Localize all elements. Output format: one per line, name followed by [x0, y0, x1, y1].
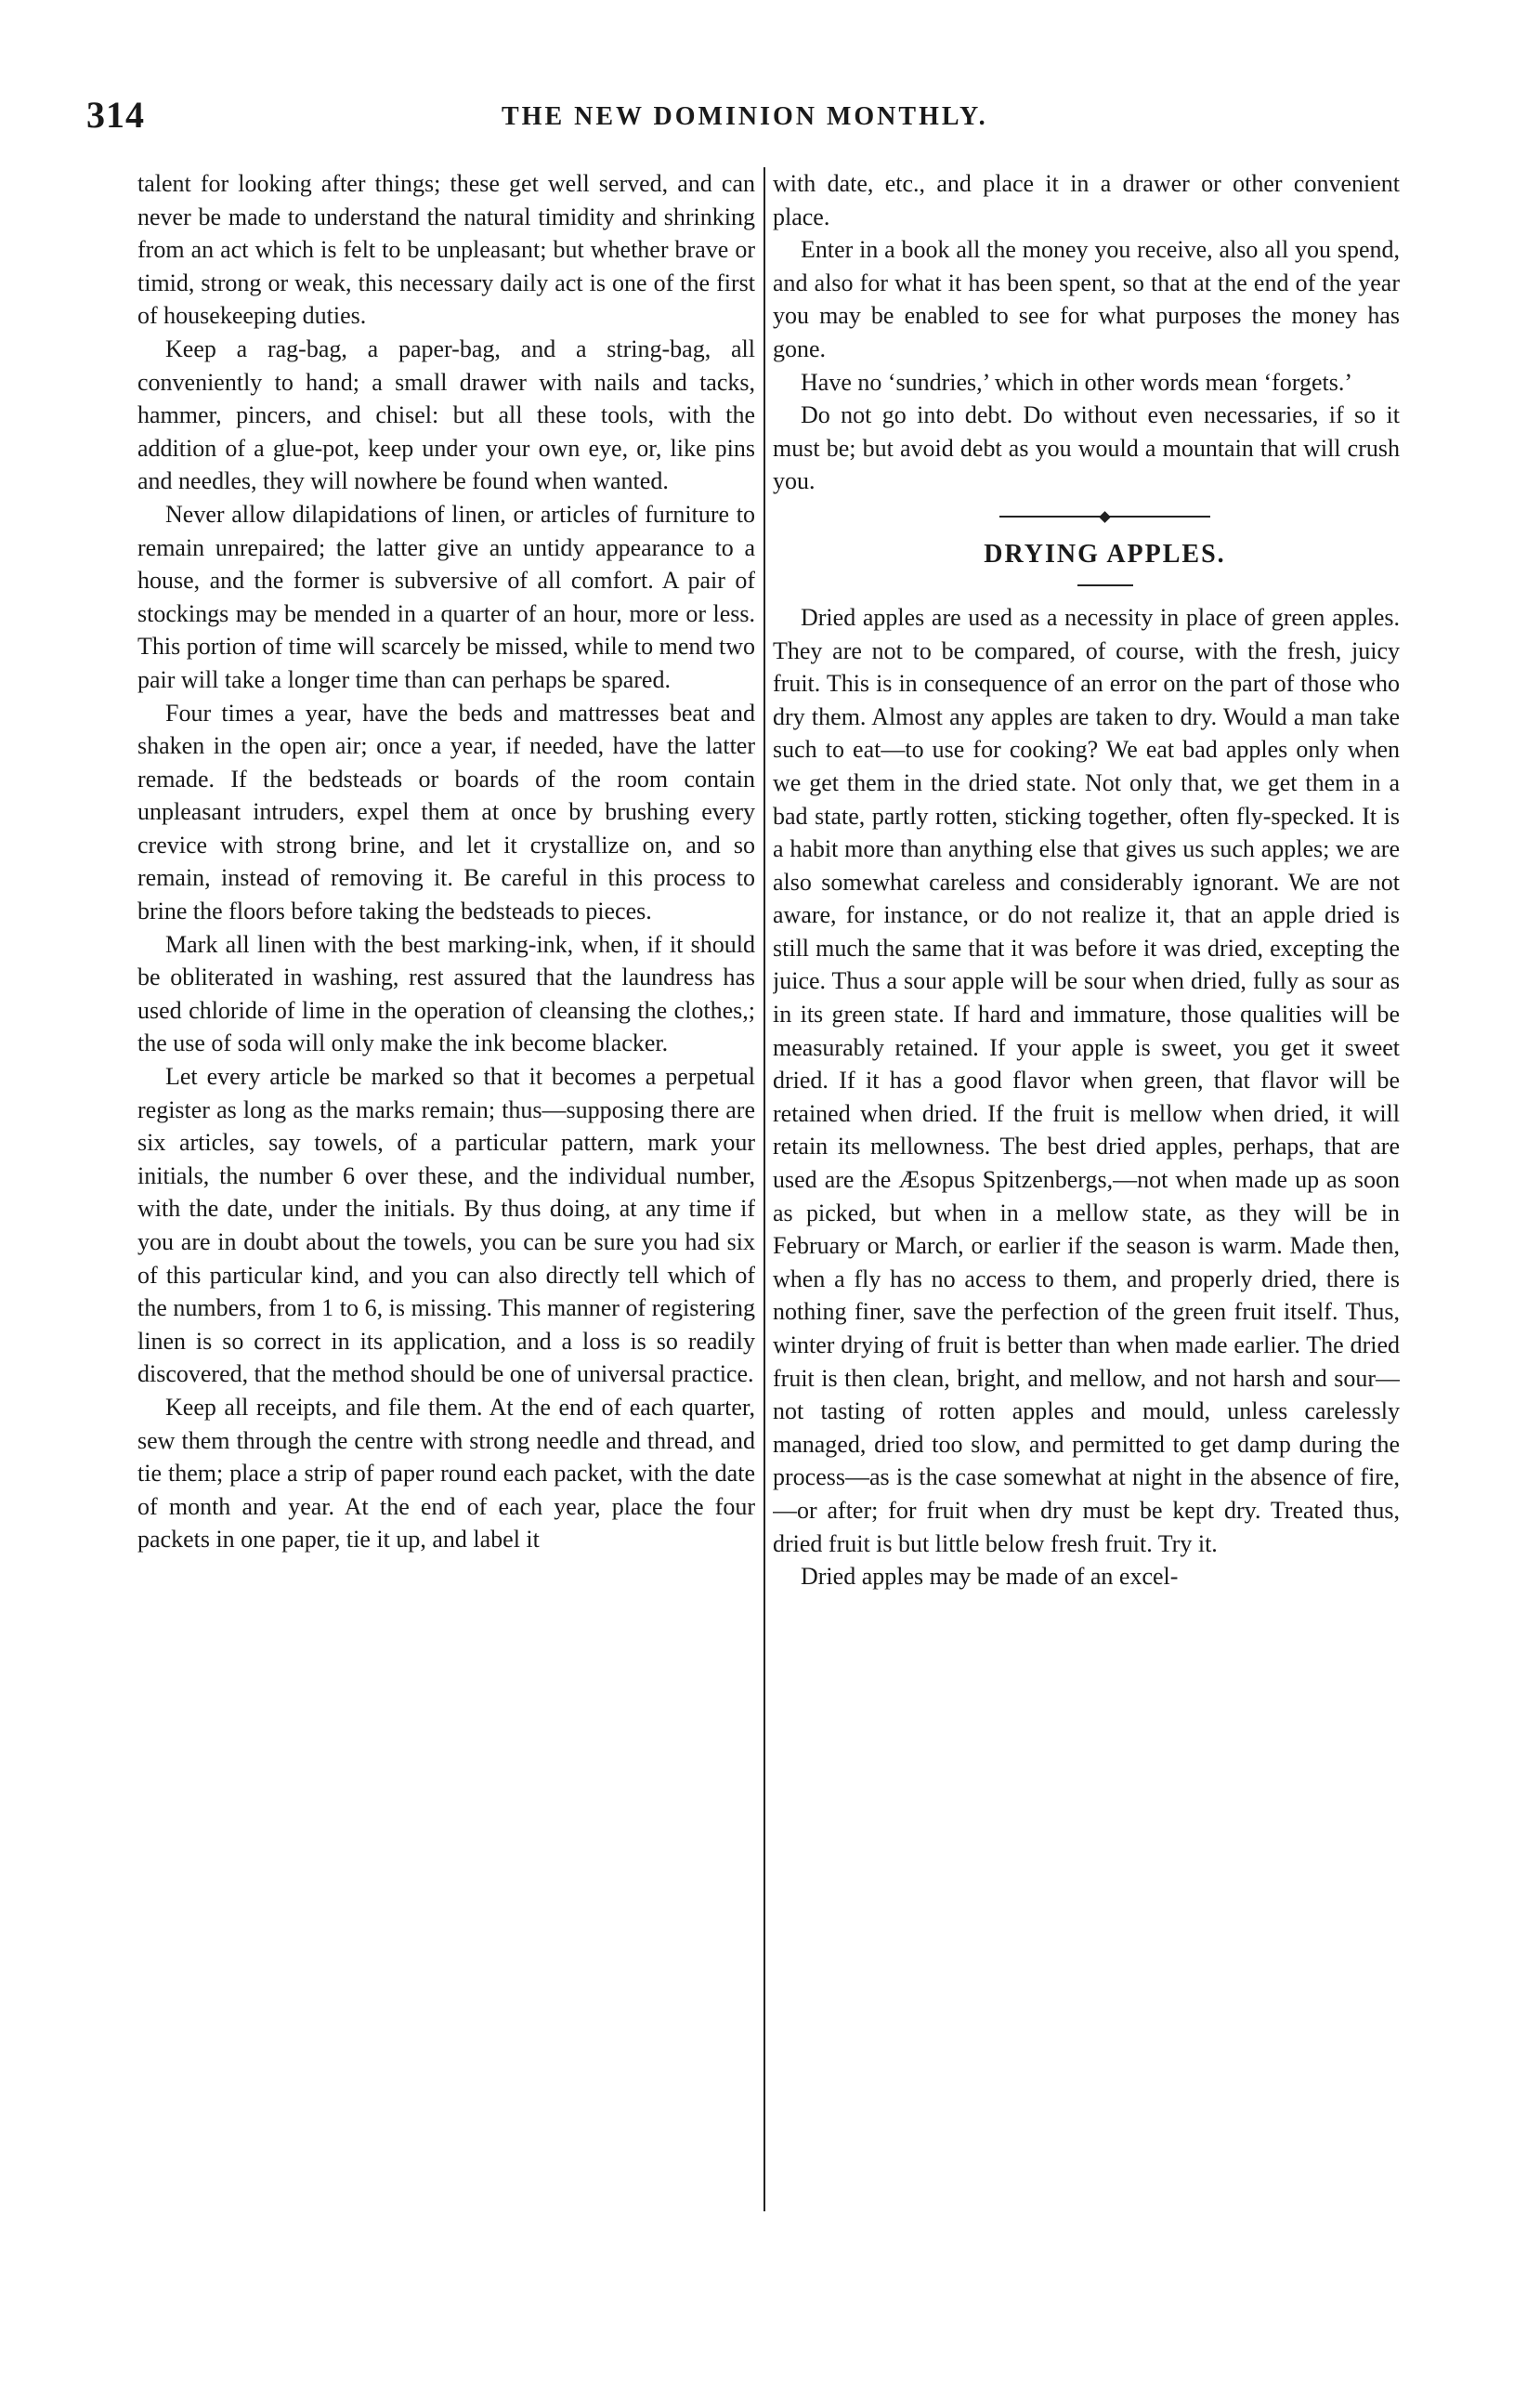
- paragraph: Never allow dilapidations of linen, or articles of furniture to remain unrepaired; the latter give an untidy appearance to a house, and the former is subversive of all comfort. A pair of stockings may be mended in a quarter of an hour, more or less. This portion of time will scarcely be missed, while to mend two pair will take a longer time than can perhaps be spared.: [137, 500, 755, 693]
- paragraph: Let every article be marked so that it becomes a perpetual register as long as the marks remain; thus—supposing there are six articles, say towels, of a particular pattern, mark your initials, the number 6 over these, and the individual number, with the date, under the initials. By thus doing, at any time if you are in doubt about the towels, you can be sure you had six of this particular kind, and you can also directly tell which of the numbers, from 1 to 6, is missing. This manner of registering linen is so correct in its application, and a loss is so readily discovered, that the method should be one of universal practice.: [137, 1063, 755, 1388]
- paragraph: talent for looking after things; these get well served, and can never be made to understand the natural timidity and shrinking from an act which is felt to be unpleasant; but whether brave or timid, strong or weak, this necessary daily act is one of the first of housekeeping duties.: [137, 170, 755, 330]
- section-title: DRYING APPLES.: [984, 539, 1226, 569]
- paragraph: Enter in a book all the money you receive, also all you spend, and also for what it has been spent, so that at the end of the year you may be enabled to see for what purposes the money has gone.: [773, 236, 1400, 362]
- title-rule: [1077, 584, 1133, 586]
- paragraph: Have no ‘sundries,’ which in other words mean ‘forgets.’: [801, 368, 1352, 396]
- column-divider: [763, 167, 765, 2211]
- paragraph: Dried apples may be made of an excel-: [801, 1563, 1179, 1591]
- running-head: [0, 93, 1540, 136]
- paragraph: Keep a rag-bag, a paper-bag, and a string-bag, all conveniently to hand; a small drawer with nails and tacks, hammer, pincers, and chisel: but all these tools, with the addition of a glue-pot, keep under your own eye, or, like pins and needles, they will nowhere be found when wanted.: [137, 334, 755, 495]
- left-column: [137, 167, 755, 2165]
- paragraph: with date, etc., and place it in a drawer or other convenient place.: [773, 170, 1400, 230]
- page-number: 314: [86, 94, 145, 136]
- paragraph: Mark all linen with the best marking-ink, when, if it should be obliterated in washing, rest assured that the laundress has used chloride of lime in the operation of cleansing the clothes,; the use of soda will only make the ink become blacker.: [137, 930, 755, 1057]
- right-column: [773, 167, 1400, 2165]
- paragraph: Do not go into debt. Do without even necessaries, if so it must be; but avoid debt as you would a mountain that will crush you.: [773, 401, 1400, 495]
- paragraph: Four times a year, have the beds and mattresses beat and shaken in the open air; once a year, if needed, have the latter remade. If the bedsteads or boards of the room contain unpleasant intruders, expel them at once by brushing every crevice with strong brine, and let it crystallize on, and so remain, instead of removing it. Be careful in this process to brine the floors before taking the bedsteads to pieces.: [137, 699, 755, 925]
- section-separator: [773, 513, 1400, 521]
- journal-title: THE NEW DOMINION MONTHLY.: [502, 102, 988, 131]
- paragraph: Dried apples are used as a necessity in place of green apples. They are not to be compared, of course, with the fresh, juicy fruit. This is in consequence of an error on the part of those who dry them. Almost any apples are taken to dry. Would a man take such to eat—to use for cooking? We eat bad apples only when we get them in the dried state. Not only that, we get them in a bad state, partly rotten, sticking together, often fly-specked. It is a habit more than anything else that gives us such apples; we are also somewhat careless and considerably ignorant. We are not aware, for instance, or do not realize it, that an apple dried is still much the same that it was before it was dried, excepting the juice. Thus a sour apple will be sour when dried, fully as sour as in its green state. If hard and immature, those qualities will be measurably retained. If your apple is sweet, you get it sweet dried. If it has a good flavor when green, that flavor will be retained when dried. If the fruit is mellow when dried, it will retain its mellowness. The best dried apples, perhaps, that are used are the Æsopus Spitzenbergs,—not when made up as soon as picked, but when in a mellow state, as they will be in February or March, or earlier if the season is warm. Made then, when a fly has no access to them, and properly dried, there is nothing finer, save the perfection of the green fruit itself. Thus, winter drying of fruit is better than when made earlier. The dried fruit is then clean, bright, and mellow, and not harsh and sour—not tasting of rotten apples and mould, unless carelessly managed, dried too slow, and permitted to get damp during the process—as is the case somewhat at night in the absence of fire,—or after; for fruit when dry must be kept dry. Treated thus, dried fruit is but little below fresh fruit. Try it.: [773, 603, 1400, 1557]
- paragraph: Keep all receipts, and file them. At the end of each quarter, sew them through the centre with strong needle and thread, and tie them; place a strip of paper round each packet, with the date of month and year. At the end of each year, place the four packets in one paper, tie it up, and label it: [137, 1393, 755, 1554]
- diamond-ornament-icon: [1099, 511, 1111, 523]
